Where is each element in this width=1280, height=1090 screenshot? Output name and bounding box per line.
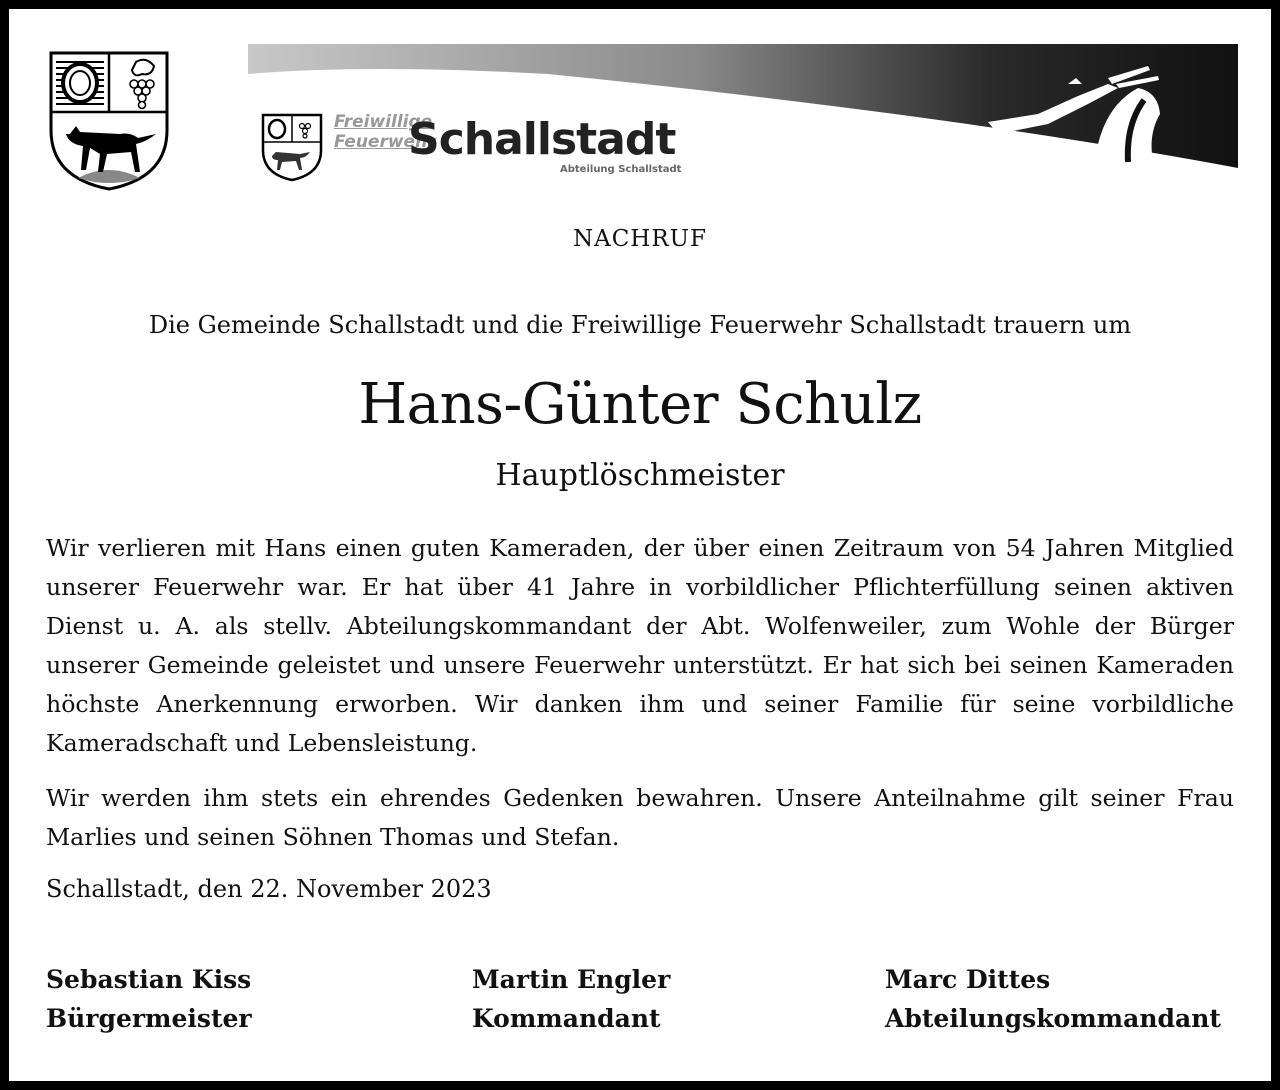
deceased-rank: Hauptlöschmeister	[495, 458, 785, 493]
deceased-name: Hans-Günter Schulz	[358, 372, 922, 437]
signatory-title: Bürgermeister	[46, 1004, 252, 1033]
place-date: Schallstadt, den 22. November 2023	[46, 875, 492, 903]
heading: NACHRUF	[572, 226, 708, 252]
signatory-name: Marc Dittes	[885, 965, 1051, 994]
signatory-section-commander	[885, 960, 1221, 1038]
signatory-name: Martin Engler	[472, 965, 671, 994]
paragraph-condolence: Wir werden ihm stets ein ehrendes Gedenken bewahren. Unsere Anteilnahme gilt seiner Frau Marlies und seinen Söhnen Thomas und Stefan.	[46, 784, 1234, 851]
fire-brigade-crest-icon	[260, 112, 324, 182]
fire-brigade-logo	[260, 112, 720, 182]
logo-schallstadt: Schallstadt	[408, 114, 676, 165]
signatory-commander	[472, 960, 670, 1038]
municipal-crest-icon	[48, 50, 170, 192]
logo-subtitle: Abteilung Schallstadt	[560, 164, 682, 175]
signatory-title: Kommandant	[472, 1004, 661, 1033]
signatory-mayor	[46, 960, 252, 1038]
paragraph-tribute: Wir verlieren mit Hans einen guten Kameraden, der über einen Zeitraum von 54 Jahren Mitglied unserer Feuerwehr war. Er hat über 41 Jahre in vorbildlicher Pflichterfüllung seinen aktiven Dienst u. A. als stellv. Abteilungskommandant der Abt. Wolfenweiler, zum Wohle der Bürger unserer Gemeinde geleistet und unsere Feuerwehr unterstützt. Er hat sich bei seinen Kameraden höchste Anerkennung erworben. Wir danken ihm und seiner Familie für seine vorbildliche Kameradschaft und Lebensleistung.	[46, 534, 1234, 757]
header	[48, 44, 1238, 204]
logo-feuerwehr: Feuerwehr	[334, 132, 436, 152]
signatory-name: Sebastian Kiss	[46, 965, 252, 994]
signatory-title: Abteilungskommandant	[885, 1004, 1221, 1033]
logo-freiwillige: Freiwillige	[334, 112, 433, 132]
intro-line: Die Gemeinde Schallstadt und die Freiwillige Feuerwehr Schallstadt trauern um	[148, 311, 1132, 339]
